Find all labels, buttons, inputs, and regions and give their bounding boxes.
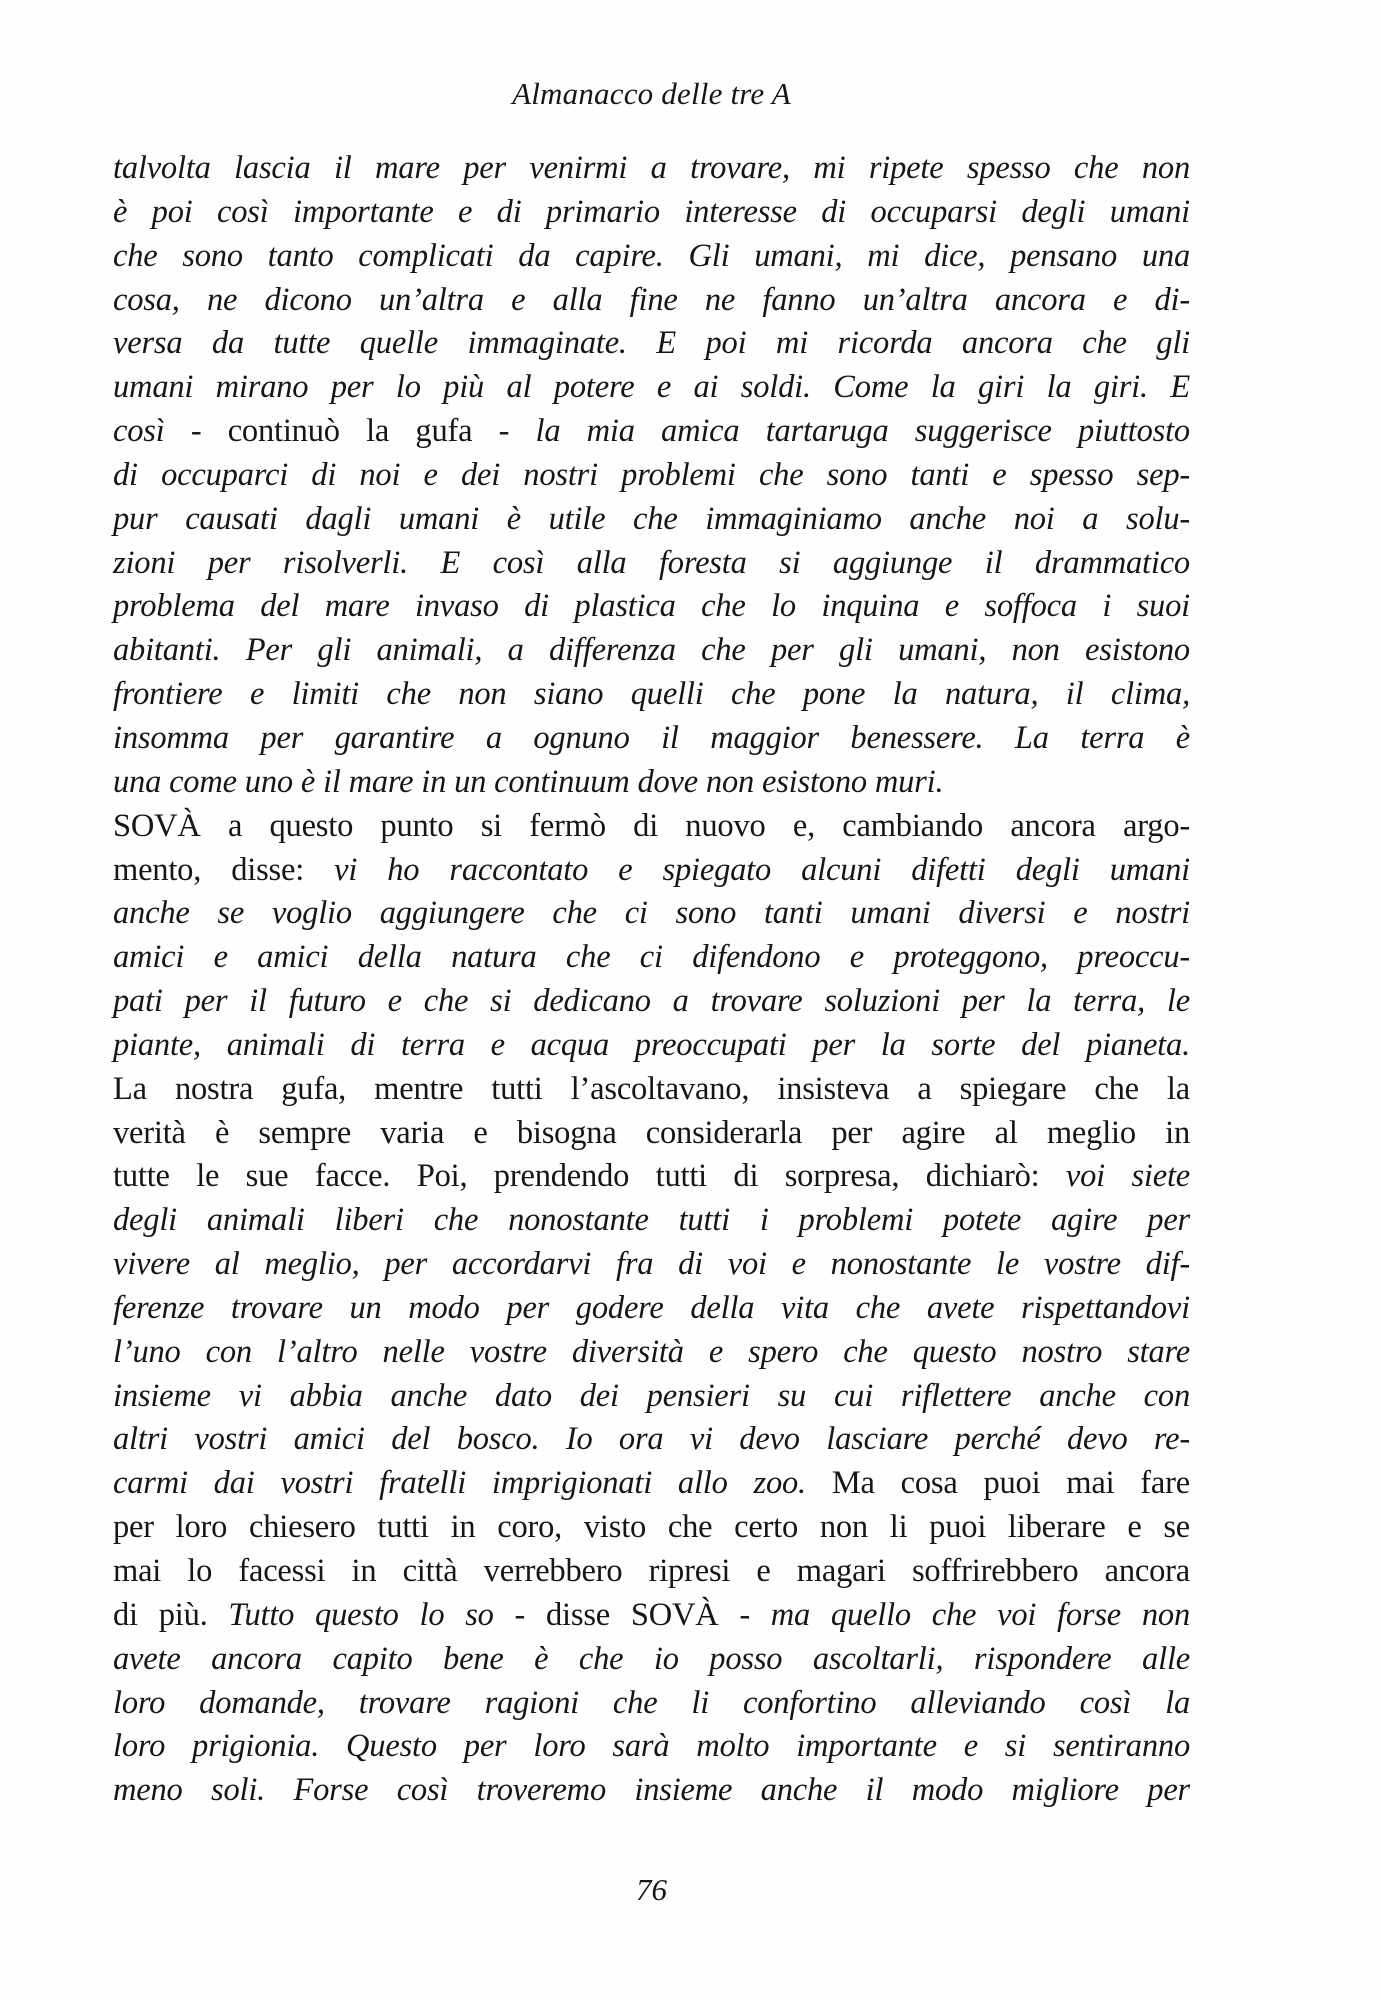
text-segment-roman: mento, disse:	[113, 851, 335, 888]
text-segment-italic: avete ancora capito bene è che io posso ascoltarli, rispondere alle	[113, 1640, 1190, 1677]
text-segment-roman: - disse SOVÀ -	[493, 1596, 771, 1633]
text-line	[113, 1331, 1190, 1375]
text-line	[113, 585, 1190, 629]
text-line	[113, 1287, 1190, 1331]
text-segment-italic: insieme vi abbia anche dato dei pensieri su cui riflettere anche con	[113, 1377, 1190, 1414]
text-line	[113, 805, 1190, 849]
text-segment-roman: Ma cosa puoi mai fare	[831, 1465, 1190, 1502]
text-segment-italic: Tutto questo lo so	[228, 1596, 494, 1633]
text-segment-italic: che sono tanto complicati da capire. Gli umani, mi dice, pensano una	[113, 237, 1190, 274]
text-segment-italic: vi ho raccontato e spiegato alcuni difetti degli umani	[334, 851, 1190, 888]
text-segment-italic: abitanti. Per gli animali, a differenza che per gli umani, non esistono	[113, 632, 1190, 669]
text-line	[113, 1199, 1190, 1243]
text-line	[113, 1725, 1190, 1769]
text-segment-roman: di più.	[113, 1596, 229, 1633]
text-segment-italic: carmi dai vostri fratelli imprigionati allo zoo.	[113, 1465, 832, 1502]
text-segment-italic: zioni per risolverli. E così alla foresta si aggiunge il drammatico	[113, 544, 1190, 581]
text-segment-italic: piante, animali di terra e acqua preoccupati per la sorte del pianeta.	[113, 1026, 1190, 1063]
text-segment-italic: frontiere e limiti che non siano quelli che pone la natura, il clima,	[113, 676, 1190, 713]
text-line	[113, 191, 1190, 235]
text-line	[113, 1506, 1190, 1550]
text-line	[113, 1024, 1190, 1068]
text-segment-italic: vivere al meglio, per accordarvi fra di voi e nonostante le vostre dif-	[113, 1246, 1190, 1283]
text-segment-roman: per loro chiesero tutti in coro, visto che certo non li puoi liberare e se	[113, 1509, 1190, 1546]
text-line	[113, 936, 1190, 980]
text-line	[113, 410, 1190, 454]
text-segment-italic: talvolta lascia il mare per venirmi a trovare, mi ripete spesso che non	[113, 150, 1190, 186]
text-line	[113, 980, 1190, 1024]
text-segment-roman: verità è sempre varia e bisogna considerarla per agire al meglio in	[113, 1114, 1190, 1151]
text-line	[113, 1550, 1190, 1594]
text-line	[113, 1243, 1190, 1287]
text-segment-italic: meno soli. Forse così troveremo insieme anche il modo migliore per	[113, 1772, 1190, 1809]
text-line	[113, 1462, 1190, 1506]
text-segment-italic: di occuparci di noi e dei nostri problemi che sono tanti e spesso sep-	[113, 456, 1190, 493]
text-line	[113, 892, 1190, 936]
text-line	[113, 1068, 1190, 1112]
text-segment-roman: SOVÀ a questo punto si fermò di nuovo e, cambiando ancora argo-	[113, 807, 1190, 844]
text-segment-italic: insomma per garantire a ognuno il maggior benessere. La terra è	[113, 719, 1190, 756]
text-segment-italic: una come uno è il mare in un continuum dove non esistono muri.	[113, 763, 944, 800]
text-line	[113, 1769, 1190, 1813]
text-line	[113, 235, 1190, 279]
text-segment-italic: voi siete	[1065, 1158, 1190, 1195]
text-line	[113, 1418, 1190, 1462]
text-segment-italic: umani mirano per lo più al potere e ai soldi. Come la giri la giri. E	[113, 369, 1190, 406]
text-segment-italic: loro domande, trovare ragioni che li confortino alleviando così la	[113, 1684, 1190, 1721]
text-line	[113, 366, 1190, 410]
text-line	[113, 542, 1190, 586]
text-line	[113, 1112, 1190, 1156]
text-segment-italic: ma quello che voi forse non	[770, 1596, 1191, 1633]
text-line	[113, 1682, 1190, 1726]
text-segment-italic: così	[113, 413, 165, 450]
text-line	[113, 1375, 1190, 1419]
text-line	[113, 717, 1190, 761]
text-line	[113, 498, 1190, 542]
text-line	[113, 1155, 1190, 1199]
text-segment-italic: l’uno con l’altro nelle vostre diversità e spero che questo nostro stare	[113, 1333, 1190, 1370]
text-line	[113, 849, 1190, 893]
text-segment-roman: mai lo facessi in città verrebbero ripresi e magari soffrirebbero ancora	[113, 1553, 1190, 1589]
text-segment-italic: anche se voglio aggiungere che ci sono tanti umani diversi e nostri	[113, 895, 1190, 932]
text-segment-italic: ferenze trovare un modo per godere della vita che avete rispettandovi	[113, 1289, 1190, 1326]
text-segment-italic: degli animali liberi che nonostante tutti i problemi potete agire per	[113, 1202, 1190, 1239]
text-segment-italic: è poi così importante e di primario interesse di occuparsi degli umani	[113, 193, 1190, 230]
text-segment-roman: tutte le sue facce. Poi, prendendo tutti di sorpresa, dichiarò:	[113, 1158, 1066, 1195]
text-line	[113, 147, 1190, 191]
text-segment-italic: versa da tutte quelle immaginate. E poi mi ricorda ancora che gli	[113, 325, 1190, 362]
text-line	[113, 629, 1190, 673]
text-segment-italic: pur causati dagli umani è utile che immaginiamo anche noi a solu-	[113, 500, 1190, 537]
text-segment-italic: problema del mare invaso di plastica che lo inquina e soffoca i suoi	[113, 588, 1190, 625]
text-line	[113, 322, 1190, 366]
text-line	[113, 1594, 1190, 1638]
text-line	[113, 279, 1190, 323]
body-text-block	[113, 147, 1190, 1813]
text-segment-italic: amici e amici della natura che ci difendono e proteggono, preoccu-	[113, 939, 1190, 976]
text-segment-italic: loro prigionia. Questo per loro sarà molto importante e si sentiranno	[113, 1728, 1190, 1765]
text-line	[113, 761, 1190, 805]
page-number: 76	[636, 1872, 667, 1907]
running-head-title: Almanacco delle tre A	[512, 76, 791, 111]
text-segment-italic: la mia amica tartaruga suggerisce piuttosto	[535, 413, 1190, 450]
text-segment-roman: La nostra gufa, mentre tutti l’ascoltavano, insisteva a spiegare che la	[113, 1070, 1190, 1107]
text-line	[113, 1638, 1190, 1682]
text-line	[113, 673, 1190, 717]
text-segment-italic: pati per il futuro e che si dedicano a trovare soluzioni per la terra, le	[113, 983, 1190, 1020]
text-line	[113, 454, 1190, 498]
text-segment-roman: - continuò la gufa -	[164, 413, 536, 450]
text-segment-italic: altri vostri amici del bosco. Io ora vi devo lasciare perché devo re-	[113, 1421, 1190, 1458]
text-segment-italic: cosa, ne dicono un’altra e alla fine ne fanno un’altra ancora e di-	[113, 281, 1190, 318]
